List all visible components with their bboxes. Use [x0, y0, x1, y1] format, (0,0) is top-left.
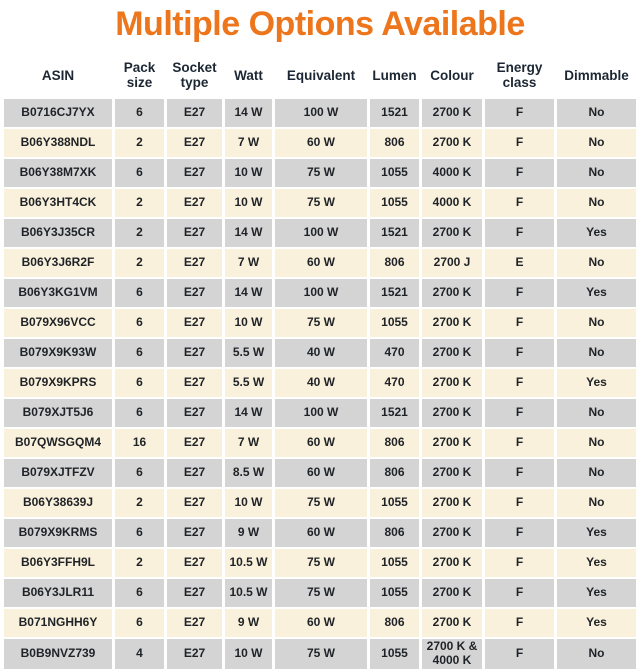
cell-pack-size: 2	[115, 189, 164, 217]
cell-equivalent: 60 W	[275, 519, 367, 547]
cell-asin: B06Y388NDL	[4, 129, 112, 157]
cell-dimmable: No	[557, 99, 636, 127]
cell-equivalent: 75 W	[275, 309, 367, 337]
cell-pack-size: 2	[115, 249, 164, 277]
cell-watt: 10 W	[225, 159, 272, 187]
cell-energy-class: F	[485, 459, 554, 487]
cell-equivalent: 75 W	[275, 189, 367, 217]
table-row	[4, 249, 636, 277]
cell-energy-class: F	[485, 579, 554, 607]
cell-colour: 2700 K	[422, 99, 482, 127]
cell-pack-size: 2	[115, 129, 164, 157]
cell-dimmable: No	[557, 189, 636, 217]
cell-watt: 10 W	[225, 189, 272, 217]
col-header-dimmable: Dimmable	[557, 48, 636, 97]
cell-colour: 2700 K	[422, 129, 482, 157]
cell-equivalent: 60 W	[275, 609, 367, 637]
cell-socket-type: E27	[167, 249, 222, 277]
cell-colour: 2700 K	[422, 279, 482, 307]
cell-colour: 2700 K	[422, 399, 482, 427]
cell-energy-class: F	[485, 489, 554, 517]
cell-watt: 5.5 W	[225, 339, 272, 367]
cell-colour: 2700 K	[422, 309, 482, 337]
cell-socket-type: E27	[167, 579, 222, 607]
cell-socket-type: E27	[167, 159, 222, 187]
cell-asin: B079X96VCC	[4, 309, 112, 337]
cell-dimmable: No	[557, 399, 636, 427]
cell-asin: B06Y3JLR11	[4, 579, 112, 607]
cell-lumen: 1521	[370, 99, 419, 127]
cell-lumen: 1055	[370, 489, 419, 517]
cell-lumen: 806	[370, 519, 419, 547]
table-row	[4, 369, 636, 397]
cell-dimmable: Yes	[557, 579, 636, 607]
cell-pack-size: 6	[115, 309, 164, 337]
cell-pack-size: 6	[115, 279, 164, 307]
table-row	[4, 399, 636, 427]
cell-dimmable: No	[557, 489, 636, 517]
cell-lumen: 1521	[370, 399, 419, 427]
table-row	[4, 189, 636, 217]
cell-asin: B079X9K93W	[4, 339, 112, 367]
options-table	[1, 46, 639, 671]
cell-asin: B079X9KRMS	[4, 519, 112, 547]
cell-asin: B071NGHH6Y	[4, 609, 112, 637]
cell-pack-size: 6	[115, 579, 164, 607]
cell-energy-class: F	[485, 639, 554, 669]
cell-equivalent: 100 W	[275, 399, 367, 427]
cell-watt: 14 W	[225, 279, 272, 307]
table-row	[4, 159, 636, 187]
cell-equivalent: 75 W	[275, 489, 367, 517]
table-row	[4, 489, 636, 517]
cell-equivalent: 100 W	[275, 219, 367, 247]
cell-colour: 2700 K	[422, 369, 482, 397]
cell-dimmable: No	[557, 159, 636, 187]
table-body	[4, 99, 636, 669]
table-row	[4, 609, 636, 637]
cell-energy-class: F	[485, 189, 554, 217]
cell-energy-class: F	[485, 219, 554, 247]
cell-asin: B06Y3HT4CK	[4, 189, 112, 217]
cell-energy-class: F	[485, 369, 554, 397]
cell-dimmable: No	[557, 249, 636, 277]
cell-pack-size: 6	[115, 459, 164, 487]
cell-asin: B0B9NVZ739	[4, 639, 112, 669]
cell-energy-class: F	[485, 549, 554, 577]
cell-energy-class: F	[485, 429, 554, 457]
cell-watt: 7 W	[225, 429, 272, 457]
cell-watt: 10 W	[225, 489, 272, 517]
table-row	[4, 549, 636, 577]
cell-equivalent: 75 W	[275, 639, 367, 669]
cell-energy-class: F	[485, 279, 554, 307]
cell-socket-type: E27	[167, 639, 222, 669]
cell-equivalent: 40 W	[275, 339, 367, 367]
cell-energy-class: F	[485, 339, 554, 367]
cell-watt: 10.5 W	[225, 579, 272, 607]
cell-socket-type: E27	[167, 369, 222, 397]
cell-socket-type: E27	[167, 399, 222, 427]
cell-watt: 14 W	[225, 219, 272, 247]
cell-lumen: 806	[370, 249, 419, 277]
table-row	[4, 459, 636, 487]
table-row	[4, 279, 636, 307]
table-row	[4, 519, 636, 547]
cell-equivalent: 60 W	[275, 459, 367, 487]
cell-colour: 2700 K	[422, 549, 482, 577]
cell-colour: 2700 J	[422, 249, 482, 277]
cell-equivalent: 75 W	[275, 549, 367, 577]
table-row	[4, 639, 636, 669]
cell-colour: 2700 K	[422, 459, 482, 487]
col-header-watt: Watt	[225, 48, 272, 97]
cell-watt: 10 W	[225, 639, 272, 669]
cell-lumen: 806	[370, 129, 419, 157]
cell-pack-size: 6	[115, 399, 164, 427]
cell-watt: 10 W	[225, 309, 272, 337]
cell-socket-type: E27	[167, 189, 222, 217]
cell-asin: B079XJTFZV	[4, 459, 112, 487]
cell-dimmable: Yes	[557, 519, 636, 547]
cell-socket-type: E27	[167, 309, 222, 337]
cell-dimmable: Yes	[557, 549, 636, 577]
cell-dimmable: No	[557, 339, 636, 367]
cell-lumen: 470	[370, 369, 419, 397]
cell-watt: 14 W	[225, 99, 272, 127]
cell-lumen: 806	[370, 609, 419, 637]
cell-colour: 2700 K	[422, 519, 482, 547]
cell-asin: B06Y38M7XK	[4, 159, 112, 187]
cell-socket-type: E27	[167, 219, 222, 247]
table-row	[4, 309, 636, 337]
cell-socket-type: E27	[167, 429, 222, 457]
cell-dimmable: No	[557, 129, 636, 157]
table-header	[4, 48, 636, 97]
cell-equivalent: 60 W	[275, 129, 367, 157]
cell-socket-type: E27	[167, 129, 222, 157]
cell-energy-class: F	[485, 399, 554, 427]
cell-socket-type: E27	[167, 99, 222, 127]
cell-asin: B079X9KPRS	[4, 369, 112, 397]
cell-dimmable: No	[557, 459, 636, 487]
cell-pack-size: 6	[115, 159, 164, 187]
table-row	[4, 129, 636, 157]
cell-asin: B06Y3J35CR	[4, 219, 112, 247]
cell-energy-class: F	[485, 519, 554, 547]
cell-energy-class: F	[485, 99, 554, 127]
page-title: Multiple Options Available	[115, 5, 525, 43]
cell-lumen: 470	[370, 339, 419, 367]
cell-equivalent: 100 W	[275, 99, 367, 127]
table-row	[4, 579, 636, 607]
cell-watt: 9 W	[225, 519, 272, 547]
cell-dimmable: No	[557, 639, 636, 669]
cell-colour: 2700 K	[422, 219, 482, 247]
cell-lumen: 1521	[370, 219, 419, 247]
cell-energy-class: F	[485, 609, 554, 637]
cell-dimmable: Yes	[557, 219, 636, 247]
cell-pack-size: 16	[115, 429, 164, 457]
cell-dimmable: No	[557, 429, 636, 457]
col-header-energy-class: Energy class	[485, 48, 554, 97]
cell-pack-size: 6	[115, 99, 164, 127]
cell-watt: 5.5 W	[225, 369, 272, 397]
cell-lumen: 806	[370, 429, 419, 457]
cell-colour: 4000 K	[422, 189, 482, 217]
cell-socket-type: E27	[167, 489, 222, 517]
cell-socket-type: E27	[167, 339, 222, 367]
cell-dimmable: Yes	[557, 609, 636, 637]
cell-dimmable: Yes	[557, 279, 636, 307]
cell-colour: 4000 K	[422, 159, 482, 187]
cell-socket-type: E27	[167, 519, 222, 547]
cell-pack-size: 4	[115, 639, 164, 669]
cell-lumen: 1055	[370, 549, 419, 577]
cell-lumen: 1055	[370, 579, 419, 607]
cell-pack-size: 6	[115, 609, 164, 637]
cell-watt: 10.5 W	[225, 549, 272, 577]
cell-asin: B0716CJ7YX	[4, 99, 112, 127]
cell-lumen: 806	[370, 459, 419, 487]
cell-lumen: 1055	[370, 639, 419, 669]
cell-asin: B07QWSGQM4	[4, 429, 112, 457]
cell-energy-class: F	[485, 309, 554, 337]
cell-colour: 2700 K & 4000 K	[422, 639, 482, 669]
cell-socket-type: E27	[167, 459, 222, 487]
table-row	[4, 339, 636, 367]
cell-socket-type: E27	[167, 279, 222, 307]
cell-equivalent: 60 W	[275, 429, 367, 457]
cell-asin: B06Y3J6R2F	[4, 249, 112, 277]
cell-pack-size: 6	[115, 519, 164, 547]
table-row	[4, 99, 636, 127]
cell-colour: 2700 K	[422, 489, 482, 517]
cell-asin: B06Y3FFH9L	[4, 549, 112, 577]
col-header-pack-size: Pack size	[115, 48, 164, 97]
cell-equivalent: 40 W	[275, 369, 367, 397]
cell-lumen: 1055	[370, 309, 419, 337]
cell-watt: 7 W	[225, 129, 272, 157]
cell-watt: 14 W	[225, 399, 272, 427]
cell-asin: B06Y3KG1VM	[4, 279, 112, 307]
col-header-asin: ASIN	[4, 48, 112, 97]
cell-energy-class: E	[485, 249, 554, 277]
cell-equivalent: 100 W	[275, 279, 367, 307]
table-row	[4, 219, 636, 247]
cell-socket-type: E27	[167, 609, 222, 637]
cell-equivalent: 60 W	[275, 249, 367, 277]
cell-energy-class: F	[485, 159, 554, 187]
col-header-socket-type: Socket type	[167, 48, 222, 97]
cell-lumen: 1055	[370, 159, 419, 187]
cell-pack-size: 2	[115, 549, 164, 577]
cell-watt: 8.5 W	[225, 459, 272, 487]
cell-colour: 2700 K	[422, 429, 482, 457]
cell-asin: B079XJT5J6	[4, 399, 112, 427]
cell-watt: 9 W	[225, 609, 272, 637]
cell-pack-size: 2	[115, 219, 164, 247]
col-header-colour: Colour	[422, 48, 482, 97]
cell-equivalent: 75 W	[275, 159, 367, 187]
header-row	[4, 48, 636, 97]
col-header-lumen: Lumen	[370, 48, 419, 97]
col-header-equivalent: Equivalent	[275, 48, 367, 97]
cell-socket-type: E27	[167, 549, 222, 577]
cell-equivalent: 75 W	[275, 579, 367, 607]
table-row	[4, 429, 636, 457]
cell-pack-size: 2	[115, 489, 164, 517]
cell-asin: B06Y38639J	[4, 489, 112, 517]
cell-pack-size: 6	[115, 339, 164, 367]
cell-dimmable: No	[557, 309, 636, 337]
cell-colour: 2700 K	[422, 609, 482, 637]
cell-energy-class: F	[485, 129, 554, 157]
cell-pack-size: 6	[115, 369, 164, 397]
cell-watt: 7 W	[225, 249, 272, 277]
cell-lumen: 1055	[370, 189, 419, 217]
cell-dimmable: Yes	[557, 369, 636, 397]
cell-colour: 2700 K	[422, 339, 482, 367]
cell-colour: 2700 K	[422, 579, 482, 607]
cell-lumen: 1521	[370, 279, 419, 307]
